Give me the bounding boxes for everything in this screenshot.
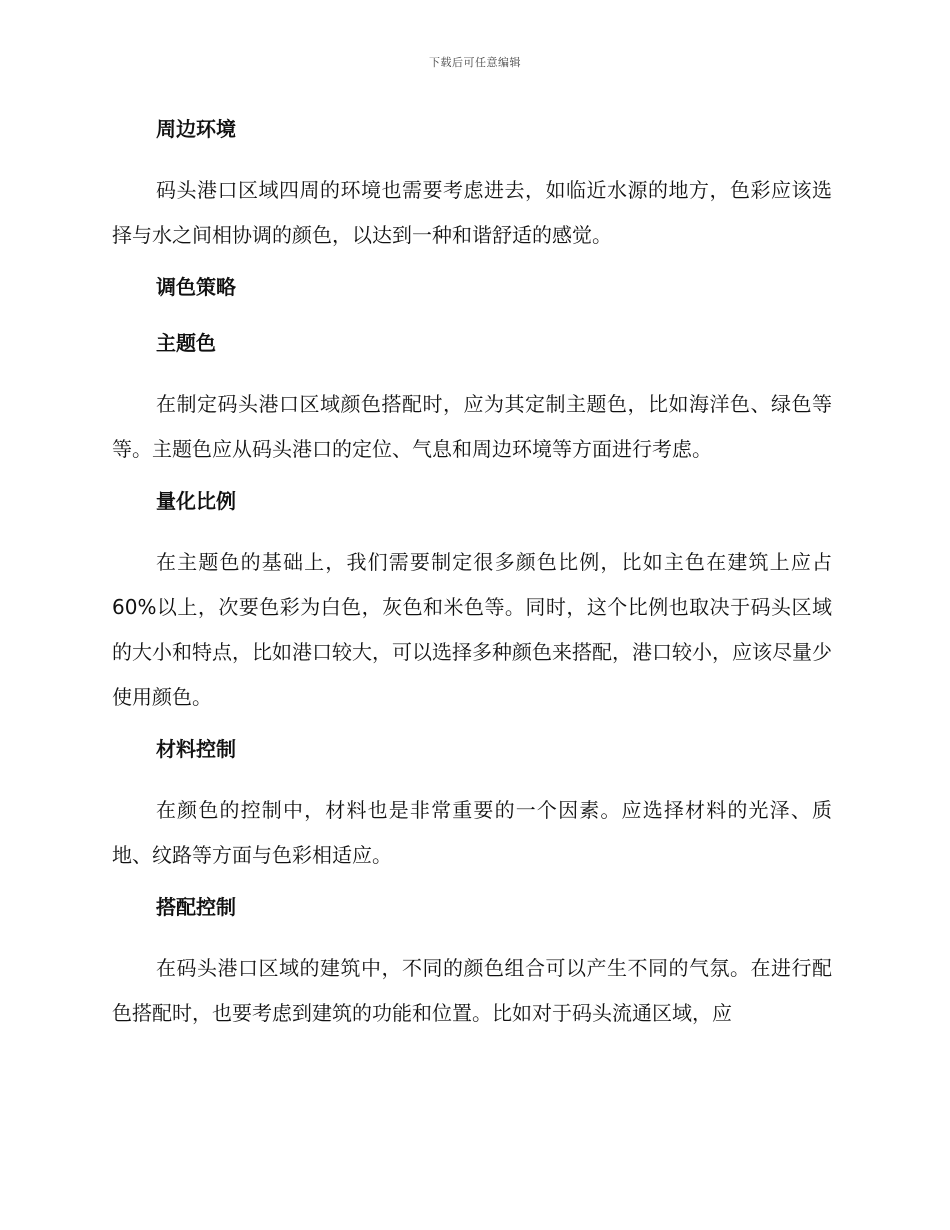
page-header: 下载后可任意编辑: [429, 56, 521, 69]
section-heading-material: 材料控制: [156, 737, 236, 761]
section-heading-theme-color: 主题色: [156, 331, 216, 355]
paragraph-theme-color: 在制定码头港口区域颜色搭配时，应为其定制主题色，比如海洋色、绿色等等。主题色应从码头港口的定位、气息和周边环境等方面进行考虑。: [112, 392, 832, 461]
paragraph-material: 在颜色的控制中，材料也是非常重要的一个因素。应选择材料的光泽、质地、纹路等方面与色彩相适应。: [112, 798, 832, 867]
section-heading-ratio: 量化比例: [156, 489, 236, 513]
section-heading-matching: 搭配控制: [156, 895, 236, 919]
section-heading-color-strategy: 调色策略: [156, 275, 236, 299]
document-body: [112, 112, 832, 1048]
paragraph-ratio: 在主题色的基础上，我们需要制定很多颜色比例，比如主色在建筑上应占 60%以上，次要色彩为白色，灰色和米色等。同时，这个比例也取决于码头区域的大小和特点，比如港口较大，可以选择多种颜色来搭配，港口较小，应该尽量少使用颜色。: [112, 550, 832, 709]
section-heading-surroundings: 周边环境: [156, 117, 236, 141]
paragraph-matching: 在码头港口区域的建筑中，不同的颜色组合可以产生不同的气氛。在进行配色搭配时，也要考虑到建筑的功能和位置。比如对于码头流通区域，应: [112, 956, 832, 1025]
paragraph-surroundings: 码头港口区域四周的环境也需要考虑进去，如临近水源的地方，色彩应该选择与水之间相协调的颜色，以达到一种和谐舒适的感觉。: [112, 178, 832, 247]
